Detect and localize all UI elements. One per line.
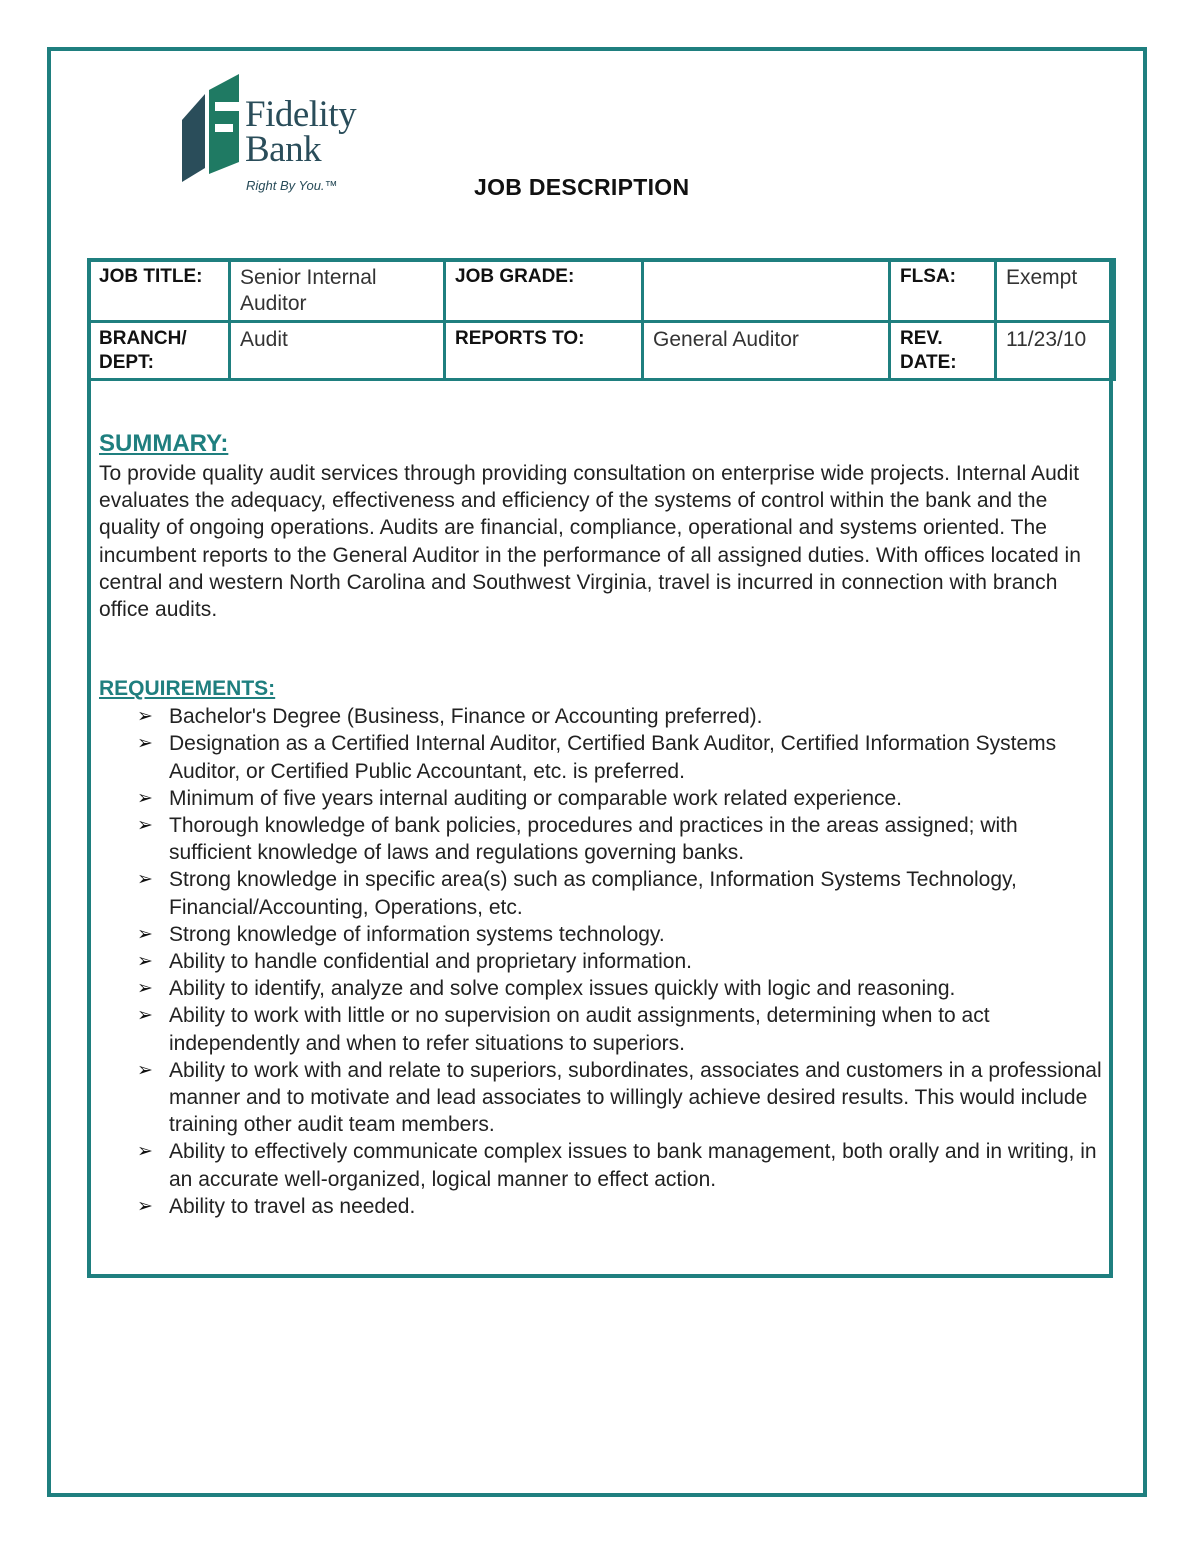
arrow-bullet-icon: ➢ — [137, 923, 153, 945]
arrow-bullet-icon: ➢ — [137, 733, 153, 755]
branch-dept-label: BRANCH/ DEPT: — [89, 322, 230, 380]
requirement-item — [99, 1057, 1104, 1139]
flsa-label: FLSA: — [890, 260, 996, 322]
job-title-value: Senior Internal Auditor — [230, 260, 445, 322]
requirement-text: Thorough knowledge of bank policies, procedures and practices in the areas assigned; with sufficient knowledge of laws and regulations governing banks. — [169, 814, 1018, 865]
requirement-item — [99, 1193, 1104, 1220]
summary-heading: SUMMARY: — [99, 430, 229, 457]
arrow-bullet-icon: ➢ — [137, 787, 153, 809]
reports-to-label: REPORTS TO: — [445, 322, 643, 380]
requirement-text: Ability to identify, analyze and solve complex issues quickly with logic and reasoning. — [169, 977, 956, 1001]
requirement-text: Designation as a Certified Internal Auditor, Certified Bank Auditor, Certified Information Systems Auditor, or Certified Public Accountant, etc. is preferred. — [169, 732, 1057, 783]
header-row-1 — [89, 260, 1115, 322]
requirement-item — [99, 785, 1104, 812]
arrow-bullet-icon: ➢ — [137, 1059, 153, 1081]
arrow-bullet-icon: ➢ — [137, 1141, 153, 1163]
requirement-item — [99, 703, 1104, 730]
arrow-bullet-icon: ➢ — [137, 1005, 153, 1027]
document-title: JOB DESCRIPTION — [474, 174, 690, 200]
logo-name-line2: Bank — [245, 129, 322, 170]
requirement-text: Ability to travel as needed. — [169, 1194, 416, 1218]
requirement-text: Bachelor's Degree (Business, Finance or Accounting preferred). — [169, 705, 763, 729]
job-content — [99, 428, 1104, 1220]
job-grade-label: JOB GRADE: — [445, 260, 643, 322]
requirement-item — [99, 1002, 1104, 1056]
rev-date-value: 11/23/10 — [996, 322, 1115, 380]
requirement-item — [99, 921, 1104, 948]
requirement-text: Ability to effectively communicate complex issues to bank management, both orally and in writing, in an accurate well-organized, logical manner to effect action. — [169, 1140, 1097, 1191]
requirement-text: Strong knowledge of information systems technology. — [169, 922, 665, 946]
summary-text: To provide quality audit services through providing consultation on enterprise wide projects. Internal Audit evaluates the adequacy, effectiveness and efficiency of the systems of control within the bank and the quality of ongoing operations. Audits are financial, compliance, operational and systems oriented. The incumbent reports to the General Auditor in the performance of all assigned duties. With offices located in central and western North Carolina and Southwest Virginia, travel is incurred in connection with branch office audits. — [99, 462, 1082, 622]
header-row-2 — [89, 322, 1115, 380]
flsa-value: Exempt — [996, 260, 1115, 322]
arrow-bullet-icon: ➢ — [137, 978, 153, 1000]
requirement-item — [99, 975, 1104, 1002]
rev-date-label: REV. DATE: — [890, 322, 996, 380]
requirements-list — [99, 703, 1104, 1220]
requirement-item — [99, 812, 1104, 866]
job-header-table — [87, 258, 1116, 381]
requirement-text: Strong knowledge in specific area(s) such as compliance, Information Systems Technology, Financial/Accounting, Operations, etc. — [169, 868, 1017, 919]
arrow-bullet-icon: ➢ — [137, 869, 153, 891]
arrow-bullet-icon: ➢ — [137, 1195, 153, 1217]
requirement-text: Ability to work with little or no supervision on audit assignments, determining when to act independently and when to refer situations to superiors. — [169, 1004, 990, 1055]
requirement-text: Minimum of five years internal auditing or comparable work related experience. — [169, 786, 903, 810]
job-grade-value — [643, 260, 890, 322]
logo-tagline: Right By You.™ — [246, 178, 338, 193]
branch-dept-value: Audit — [230, 322, 445, 380]
requirement-item — [99, 730, 1104, 784]
requirements-heading: REQUIREMENTS: — [99, 677, 276, 701]
requirement-text: Ability to work with and relate to superiors, subordinates, associates and customers in a professional manner and to motivate and lead associates to willingly achieve desired results. This would include training other audit team members. — [169, 1058, 1102, 1137]
requirement-item — [99, 866, 1104, 920]
requirement-text: Ability to handle confidential and proprietary information. — [169, 950, 692, 974]
requirement-item — [99, 1138, 1104, 1192]
logo-name-line1: Fidelity — [245, 94, 357, 135]
arrow-bullet-icon: ➢ — [137, 815, 153, 837]
requirement-item — [99, 948, 1104, 975]
arrow-bullet-icon: ➢ — [137, 951, 153, 973]
job-title-label: JOB TITLE: — [89, 260, 230, 322]
arrow-bullet-icon: ➢ — [137, 706, 153, 728]
reports-to-value: General Auditor — [643, 322, 890, 380]
